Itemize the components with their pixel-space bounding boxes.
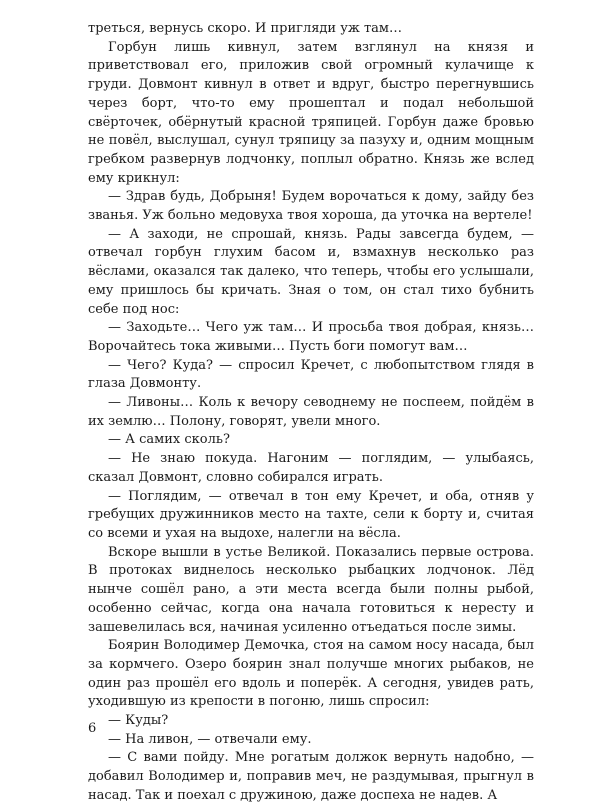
body-text	[88, 20, 534, 806]
dialogue-line: — Ливоны… Коль к вечору севоднему не поспеем, пойдём в их землю… Полону, говорят, увели много.	[88, 395, 534, 429]
dialogue-line: — А заходи, не спрошай, князь. Рады завсегда будем, — отвечал горбун глухим басом и, взмахнув несколько раз вёслами, оказался так далеко, что теперь, чтобы его услышали, ему пришлось бы кричать. Зная о том, он стал тихо бубнить себе под нос:	[88, 226, 534, 317]
page-number: 6	[88, 721, 97, 736]
paragraph: Боярин Володимер Демочка, стоя на самом носу насада, был за кормчего. Озеро боярин знал получше многих рыбаков, не один раз прошёл его вдоль и поперёк. А сегодня, увидев рать, уходившую из крепости в погоню, лишь спросил:	[88, 638, 534, 710]
dialogue-line: — С вами пойду. Мне рогатым должок вернуть надобно, — добавил Володимер и, поправив меч, не раздумывая, прыгнул в насад. Так и поехал с дружиною, даже доспеха не надев. А	[88, 750, 534, 803]
dialogue-line: — На ливон, — отвечали ему.	[108, 731, 312, 747]
paragraph-continued: треться, вернусь скоро. И пригляди уж там…	[88, 21, 402, 36]
dialogue-line: — Заходьте… Чего уж там… И просьба твоя добрая, князь… Ворочайтесь тока живыми… Пусть боги помогут вам…	[88, 320, 534, 354]
dialogue-line: — Не знаю покуда. Нагоним — поглядим, — улыбаясь, сказал Довмонт, словно собирался играть.	[88, 451, 534, 485]
dialogue-line: — Чего? Куда? — спросил Кречет, с любопытством глядя в глаза Довмонту.	[88, 357, 534, 392]
dialogue-line: — А самих сколь?	[108, 432, 230, 448]
paragraph: Вскоре вышли в устье Великой. Показались первые острова. В протоках виднелось несколько рыбацких лодчонок. Лёд нынче сошёл рано, а эти места всегда были полны рыбой, особенно сейчас, когда она начала готовиться к нересту и зашевелилась вся, начиная усиленно отъедаться после зимы.	[88, 544, 534, 635]
paragraph: Горбун лишь кивнул, затем взглянул на князя и приветствовал его, приложив свой огромный кулачище к груди. Довмонт кивнул в ответ и вдруг, быстро перегнувшись через борт, что-то ему прошептал и подал небольшой свёрточек, обёрнутый красной тряпицей. Горбун даже бровью не повёл, выслушал, сунул тряпицу за пазуху и, одним мощным гребком развернув лодчонку, поплыл обратно. Князь же вслед ему крикнул:	[88, 39, 534, 186]
dialogue-line: — Поглядим, — отвечал в тон ему Кречет, и оба, отняв у гребущих дружинников место на тахте, сели к борту и, считая со всеми и ухая на выдохе, налегли на вёсла.	[88, 488, 534, 541]
dialogue-line: — Куды?	[108, 713, 169, 729]
dialogue-line: — Здрав будь, Добрыня! Будем ворочаться к дому, зайду без званья. Уж больно медовуха твоя хороша, да уточка на вертеле!	[88, 189, 534, 224]
